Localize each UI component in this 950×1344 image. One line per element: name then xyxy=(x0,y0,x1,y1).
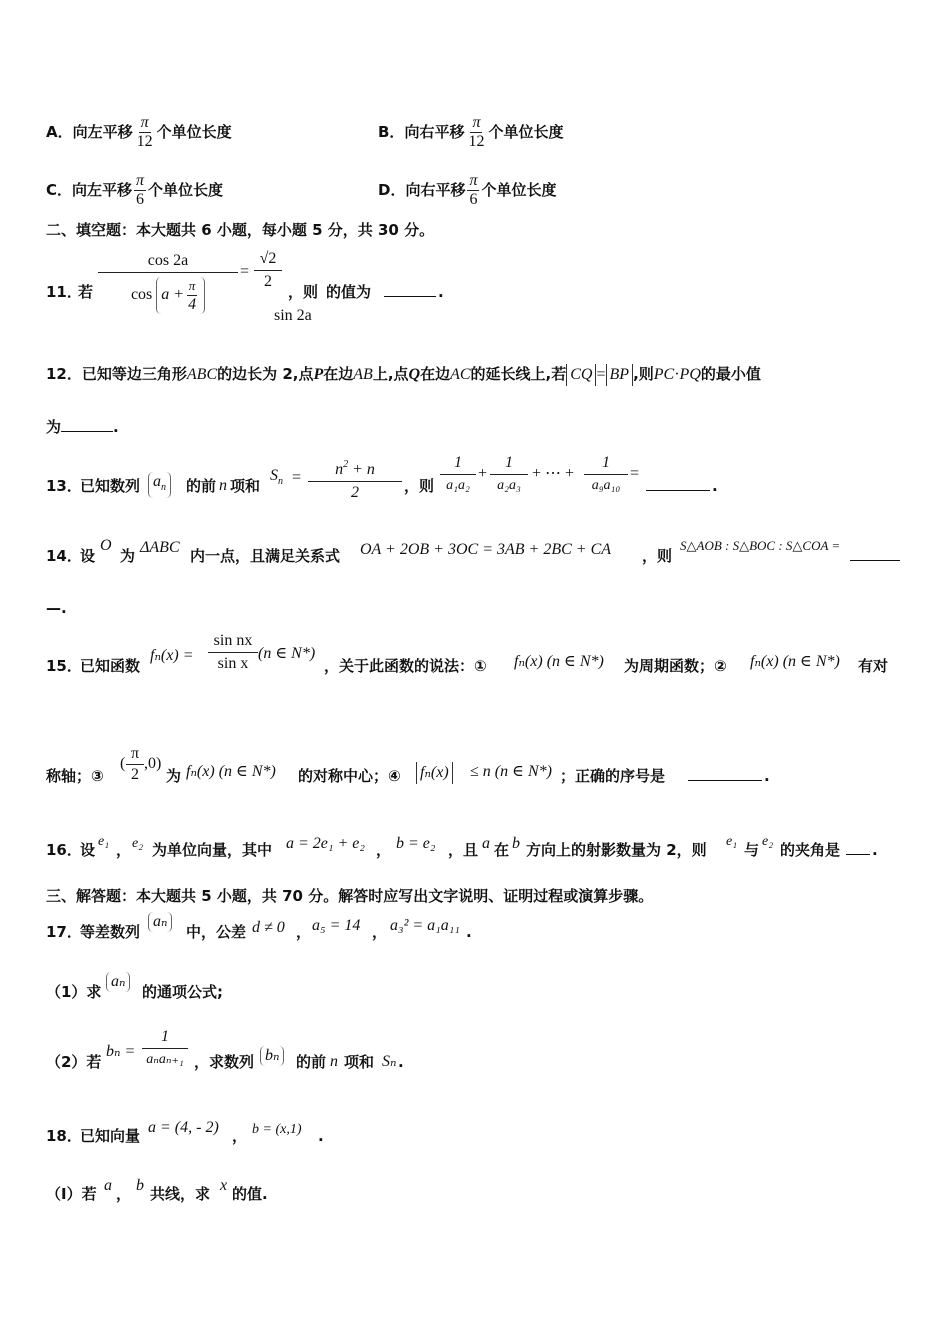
period: . xyxy=(764,767,770,785)
option-letter: D． xyxy=(378,181,406,199)
seq-an: aₙ xyxy=(106,972,130,992)
fraction-den: 2 xyxy=(131,766,139,783)
fraction-bn xyxy=(142,1026,188,1071)
question-text: 设 xyxy=(80,841,96,859)
math-ac: AC xyxy=(450,366,471,383)
question-text: 已知数列 xyxy=(80,477,141,495)
section-heading-fill-in: 二、填空题：本大题共 6 小题，每小题 5 分，共 30 分。 xyxy=(46,221,435,239)
seq-an xyxy=(148,472,171,498)
period: . xyxy=(318,1127,324,1145)
math-q: Q xyxy=(408,366,421,383)
dot-op: · xyxy=(674,366,680,383)
answer-blank[interactable] xyxy=(688,766,762,781)
question-text: ，则 xyxy=(288,283,319,301)
equals-sign: = xyxy=(630,465,640,482)
math-fn-domain: fₙ(x) (n ∈ N*) xyxy=(750,653,840,670)
question-text: ， xyxy=(116,841,132,859)
math-a: a xyxy=(482,835,490,852)
question-text: ，则 xyxy=(642,547,673,565)
period: . xyxy=(438,283,444,301)
ellipsis: + ⋯ + xyxy=(532,465,575,482)
math-bound: ≤ n (n ∈ N*) xyxy=(470,763,552,780)
math-fn-domain: fₙ(x) (n ∈ N*) xyxy=(514,653,604,670)
question-text: 的最小值 xyxy=(700,365,761,383)
answer-blank[interactable] xyxy=(646,476,710,491)
fraction-den: sin x xyxy=(217,655,249,672)
paren: ( xyxy=(120,755,126,772)
question-number: 13． xyxy=(46,477,82,495)
question-text: ， xyxy=(376,841,392,859)
fraction-num xyxy=(308,454,402,482)
math-relation: OA + 2OB + 3OC = 3AB + 2BC + CA xyxy=(360,541,612,558)
option-text: 个单位长度 xyxy=(148,181,224,199)
question-text: ,则 xyxy=(633,365,654,383)
question-text: 的边长为 2,点 xyxy=(217,365,314,383)
math-b: b xyxy=(136,1177,144,1194)
fraction-num: π xyxy=(469,172,478,189)
math-e2: e₂ xyxy=(132,836,144,851)
period: . xyxy=(872,841,878,859)
question-text: 为 xyxy=(120,547,136,565)
question-text: 有对 xyxy=(858,657,889,675)
question-12-cont xyxy=(46,417,119,437)
question-text: 等差数列 xyxy=(80,923,141,941)
math-sn xyxy=(270,466,283,492)
math-n: n xyxy=(330,1053,338,1070)
math-s: S xyxy=(270,467,278,484)
math-fn: fₙ(x) = xyxy=(150,647,194,664)
fraction xyxy=(135,114,155,151)
math-b-def: b = e₂ xyxy=(396,835,436,852)
math-abc: ABC xyxy=(186,366,218,383)
question-text: 为单位向量，其中 xyxy=(152,841,273,859)
question-text: ，关于此函数的说法：① xyxy=(324,657,487,675)
question-text: ， xyxy=(232,1127,248,1145)
period: . xyxy=(113,418,119,436)
question-14-cont xyxy=(46,598,67,618)
inner-fraction xyxy=(186,277,198,314)
fraction-den: aₙaₙ₊₁ xyxy=(146,1052,184,1067)
math-ab: AB xyxy=(353,366,373,383)
fraction-den: a₂a₃ xyxy=(497,478,521,493)
math-pc: PC xyxy=(653,366,675,383)
option-text: 向右平移 xyxy=(405,181,466,199)
question-number: 18． xyxy=(46,1127,82,1145)
question-text: 为 xyxy=(46,418,62,436)
fraction xyxy=(134,172,146,209)
question-text: ， xyxy=(372,923,388,941)
question-text: 中，公差 xyxy=(186,923,247,941)
fraction xyxy=(466,114,486,151)
question-text: 上,点 xyxy=(372,365,409,383)
blank-continuation: —. xyxy=(46,599,67,617)
part-label: （I）若 xyxy=(46,1185,97,1203)
option-text: 向左平移 xyxy=(72,181,133,199)
section-heading-answers: 三、解答题：本大题共 5 小题，共 70 分。解答时应写出文字说明、证明过程或演算步骤。 xyxy=(46,887,654,905)
math-b: b xyxy=(512,835,520,852)
sin-2a: sin 2a xyxy=(274,307,312,324)
math-pq: PQ xyxy=(679,366,701,383)
answer-blank[interactable] xyxy=(850,546,900,561)
question-text: ；正确的序号是 xyxy=(560,767,666,785)
inner-text: a + xyxy=(161,286,185,304)
fraction-den: 12 xyxy=(468,133,485,150)
fraction-num: 1 xyxy=(142,1026,188,1049)
option-text: 个单位长度 xyxy=(488,123,564,141)
fraction-den: 12 xyxy=(136,133,153,150)
question-text: 与 xyxy=(744,841,760,859)
math-n: n xyxy=(219,477,227,494)
option-text: 向左平移 xyxy=(72,123,133,141)
question-number: 17． xyxy=(46,923,82,941)
period: . xyxy=(398,1053,404,1071)
period: . xyxy=(712,477,718,495)
math-fn-domain: fₙ(x) (n ∈ N*) xyxy=(186,763,276,780)
paren-group xyxy=(156,277,205,314)
math-domain: (n ∈ N*) xyxy=(258,645,316,662)
question-text: 已知函数 xyxy=(80,657,141,675)
question-text: 方向上的射影数量为 2，则 xyxy=(526,841,707,859)
math-a-def: a = (4, - 2) xyxy=(148,1119,219,1136)
fraction-num: π xyxy=(136,172,145,189)
question-12 xyxy=(46,364,761,386)
fraction-den: 2 xyxy=(351,484,359,501)
fraction-num: √2 xyxy=(254,248,282,271)
math-a: a xyxy=(153,473,161,490)
fraction-lhs xyxy=(98,250,238,314)
subscript: n xyxy=(161,482,166,493)
question-number: 16． xyxy=(46,841,82,859)
abs-bp: BP xyxy=(606,364,634,386)
math-a3: a₃² = a₁a₁₁ xyxy=(390,917,460,934)
math-area-ratio: S△AOB : S△BOC : S△COA = xyxy=(680,538,841,553)
fraction-fn xyxy=(208,630,258,675)
option-letter: A． xyxy=(46,123,73,141)
question-text: 内一点，且满足关系式 xyxy=(190,547,341,565)
math-bn: bₙ = xyxy=(106,1043,136,1060)
fraction-center xyxy=(126,744,144,785)
fraction-den: a₁a₂ xyxy=(446,478,470,493)
question-text: 在边 xyxy=(420,365,451,383)
question-number: 11． xyxy=(46,283,82,301)
question-text: 的通项公式; xyxy=(142,983,223,1001)
question-text: ， xyxy=(296,923,312,941)
option-letter: B． xyxy=(378,123,405,141)
part-label: （2）若 xyxy=(46,1053,102,1071)
fraction-den: 2 xyxy=(264,273,272,290)
question-text: 为 xyxy=(166,767,182,785)
answer-blank[interactable] xyxy=(846,840,870,855)
math-o: O xyxy=(100,537,112,554)
q10-option-d xyxy=(378,172,557,209)
fraction-num: sin nx xyxy=(208,630,258,653)
math-p: P xyxy=(313,366,324,383)
fraction-den: 6 xyxy=(136,191,145,208)
math-sn: Sₙ xyxy=(382,1053,397,1070)
fraction xyxy=(467,172,479,209)
cos-text: cos xyxy=(130,286,153,304)
answer-blank[interactable] xyxy=(384,282,436,297)
fraction-2 xyxy=(490,452,528,497)
part-label: （1）求 xyxy=(46,983,102,1001)
seq-an: aₙ xyxy=(148,912,172,932)
question-text: 项和 xyxy=(344,1053,375,1071)
fraction-3 xyxy=(584,452,628,497)
question-text: 为周期函数；② xyxy=(624,657,727,675)
fraction-num: π xyxy=(140,114,149,131)
fraction-sn xyxy=(308,454,402,504)
question-text: 在 xyxy=(494,841,510,859)
fraction-1 xyxy=(440,452,476,497)
q10-option-a xyxy=(46,114,232,151)
math-n: n xyxy=(335,461,344,478)
superscript: 2 xyxy=(343,459,349,470)
seq-bn: bₙ xyxy=(260,1046,284,1066)
center-tail: ,0) xyxy=(144,755,162,772)
math-plus-n: + n xyxy=(348,461,375,478)
math-e1: e₁ xyxy=(98,834,110,849)
math-a-def: a = 2e₁ + e₂ xyxy=(286,835,365,852)
abs-fn: fₙ(x) xyxy=(416,762,453,784)
equals-sign: = xyxy=(240,263,250,280)
fraction-den: a₉a₁₀ xyxy=(591,478,621,493)
question-text: 设 xyxy=(80,547,96,565)
question-text: ，求数列 xyxy=(194,1053,255,1071)
question-text: 的前 xyxy=(186,477,217,495)
fraction-num: 1 xyxy=(440,452,476,475)
question-text: 称轴；③ xyxy=(46,767,104,785)
fraction-den: 4 xyxy=(188,296,197,313)
fraction-num: π xyxy=(472,114,481,131)
question-text: 共线，求 xyxy=(150,1185,211,1203)
subscript: n xyxy=(278,476,283,487)
question-text: 项和 xyxy=(230,477,261,495)
abs-cq: CQ xyxy=(566,364,596,386)
math-b-def: b = (x,1) xyxy=(252,1122,302,1137)
question-text: 的夹角是 xyxy=(780,841,841,859)
math-a5: a₅ = 14 xyxy=(312,917,361,934)
fraction-rhs xyxy=(254,248,282,293)
period: . xyxy=(466,923,472,941)
question-text: 的前 xyxy=(296,1053,327,1071)
option-letter: C． xyxy=(46,181,73,199)
question-text: 在边 xyxy=(323,365,354,383)
question-text: ，且 xyxy=(448,841,479,859)
math-a: a xyxy=(104,1177,112,1194)
question-number: 14． xyxy=(46,547,82,565)
question-number: 15． xyxy=(46,657,82,675)
q10-option-b xyxy=(378,114,563,151)
question-text: 已知向量 xyxy=(80,1127,141,1145)
fraction-den xyxy=(98,273,238,314)
question-text: ，则 xyxy=(404,477,435,495)
question-text: 的对称中心；④ xyxy=(298,767,401,785)
question-number: 12． xyxy=(46,365,82,383)
math-e1: e₁ xyxy=(726,834,738,849)
option-text: 向右平移 xyxy=(404,123,465,141)
fraction-num: 1 xyxy=(584,452,628,475)
question-text: 若 xyxy=(78,283,94,301)
q10-option-c xyxy=(46,172,223,209)
fraction-num: π xyxy=(187,277,198,296)
fraction-num: cos 2a xyxy=(98,250,238,273)
option-text: 个单位长度 xyxy=(481,181,557,199)
fraction-num: π xyxy=(126,744,144,765)
math-x: x xyxy=(220,1177,228,1194)
question-text: 的值为 xyxy=(326,283,372,301)
math-d: d ≠ 0 xyxy=(252,919,285,936)
fraction-num: 1 xyxy=(490,452,528,475)
option-text: 个单位长度 xyxy=(156,123,232,141)
fraction-den: 6 xyxy=(469,191,478,208)
question-text: 的值. xyxy=(232,1185,268,1203)
math-e2: e₂ xyxy=(762,834,774,849)
question-text: ， xyxy=(116,1185,132,1203)
equals-sign: = xyxy=(596,366,606,383)
math-triangle: ΔABC xyxy=(140,539,180,556)
answer-blank[interactable] xyxy=(61,417,113,432)
plus-sign: + xyxy=(478,465,488,482)
question-text: 已知等边三角形 xyxy=(81,365,187,383)
question-text: 的延长线上,若 xyxy=(470,365,567,383)
